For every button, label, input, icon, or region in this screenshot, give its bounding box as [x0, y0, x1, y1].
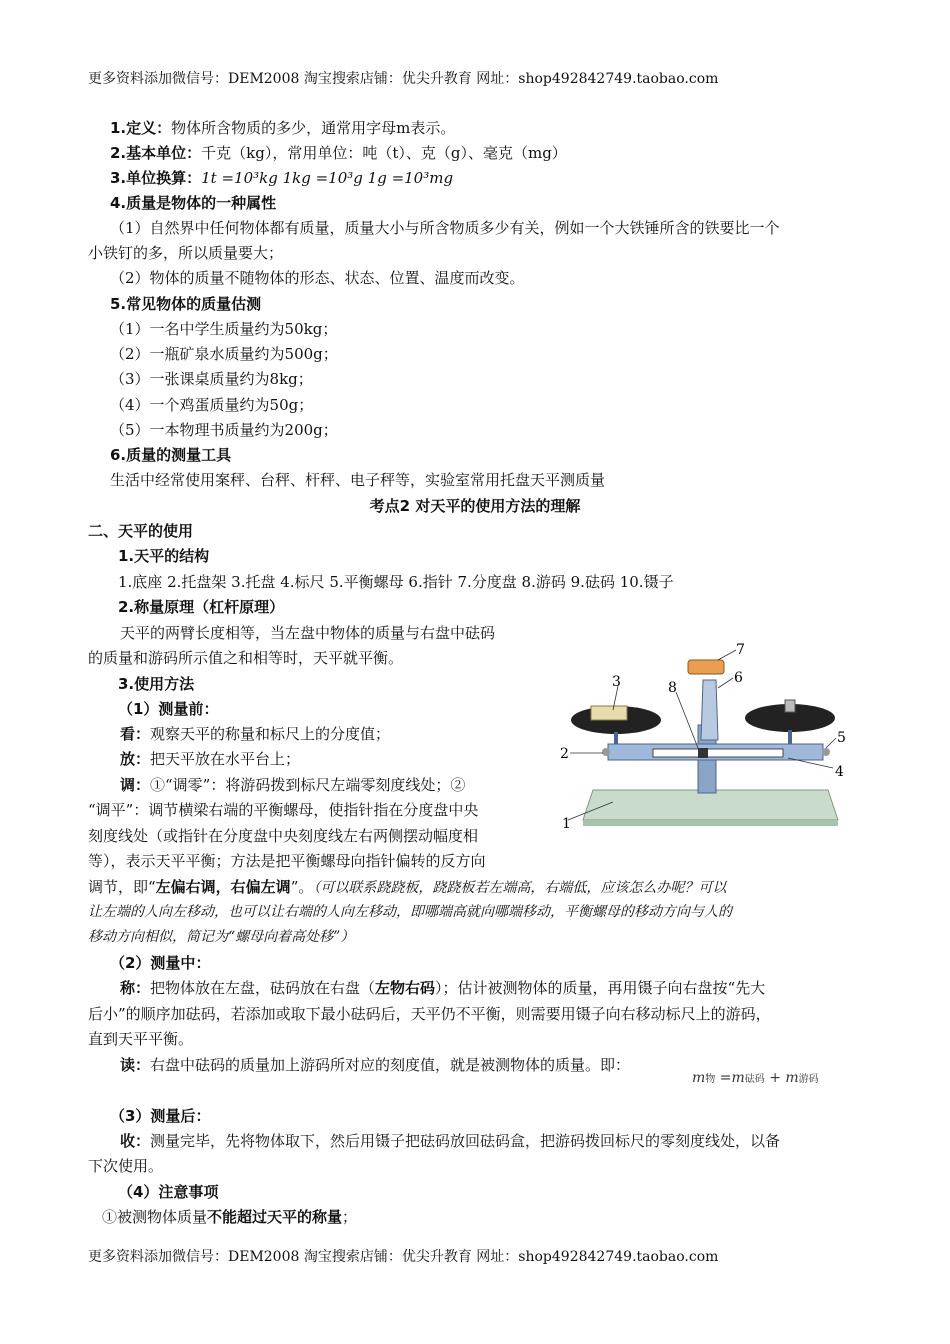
tool-title: 6.质量的测量工具: [110, 446, 232, 464]
kp2-title: 考点2 对天平的使用方法的理解: [369, 497, 581, 515]
estimate-item: （4）一个鸡蛋质量约为50g；: [110, 396, 314, 414]
look-line: 看：观察天平的称量和标尺上的分度值；: [120, 725, 391, 743]
usage-title: 3.使用方法: [118, 675, 195, 693]
property-1b: 小铁钉的多，所以质量要大；: [88, 244, 284, 262]
weigh-a: 称：把物体放在左盘，砝码放在右盘（左物右码）；估计被测物体的质量，再用镊子向右盘按“先大: [120, 979, 766, 997]
principle-title: 2.称量原理（杠杆原理）: [118, 598, 285, 616]
balance-figure: [558, 640, 858, 835]
balance-nut-right: [822, 748, 830, 756]
principle-b: 的质量和游码所示值之和相等时，天平就平衡。: [88, 649, 404, 667]
note-1: ①被测物体质量不能超过天平的称量；: [102, 1208, 358, 1226]
adjust-c: 刻度线处（或指针在分度盘中央刻度线左右两侧摆动幅度相: [88, 827, 479, 845]
tool-text: 生活中经常使用案秤、台秤、杆秤、电子秤等，实验室常用托盘天平测质量: [110, 471, 606, 489]
leader-line: [676, 692, 698, 748]
pointer: [701, 680, 718, 740]
page-footer: 更多资料添加微信号：DEM2008 淘宝搜索店铺：优尖升教育 网址：shop492842749.taobao.com: [88, 1249, 719, 1265]
figure-label: 8: [668, 680, 677, 696]
leader-line: [718, 650, 736, 660]
estimate-item: （3）一张课桌质量约为8kg；: [110, 370, 313, 388]
figure-label: 7: [736, 642, 745, 658]
collect-a: 收：测量完毕，先将物体取下，然后用镊子把砝码放回砝码盒，把游码拨回标尺的零刻度线处，以备: [120, 1132, 781, 1150]
figure-label: 2: [560, 746, 569, 762]
put-line: 放：把天平放在水平台上；: [120, 750, 301, 768]
before-title: （1）测量前：: [118, 700, 219, 718]
leader-line: [718, 678, 733, 688]
unit-line: 2.基本单位：千克（kg），常用单位：吨（t）、克（g）、毫克（mg）: [110, 144, 567, 162]
section2-title: 二、天平的使用: [88, 522, 194, 540]
balance-base: [583, 790, 838, 820]
leader-line: [826, 738, 836, 748]
read-line: 读：右盘中砝码的质量加上游码所对应的刻度值，就是被测物体的质量。即：: [120, 1056, 631, 1074]
notes-title: （4）注意事项: [118, 1183, 219, 1201]
during-title: （2）测量中：: [110, 954, 211, 972]
weigh-b: 后小”的顺序加砝码，若添加或取下最小砝码后，天平仍不平衡，则需要用镊子向右移动标尺上的游码，: [88, 1005, 771, 1023]
balance-ruler: [653, 749, 783, 757]
balance-nut-left: [602, 748, 610, 756]
estimate-item: （1）一名中学生质量约为50kg；: [110, 320, 338, 338]
collect-b: 下次使用。: [88, 1157, 164, 1175]
figure-label: 5: [837, 730, 846, 746]
after-title: （3）测量后：: [110, 1107, 211, 1125]
property-title: 4.质量是物体的一种属性: [110, 194, 277, 212]
structure-title: 1.天平的结构: [118, 547, 210, 565]
weigh-c: 直到天平平衡。: [88, 1030, 194, 1048]
balance-base-edge: [583, 820, 838, 826]
mass-formula: m物 =m砝码 + m游码: [692, 1070, 819, 1086]
page-header: 更多资料添加微信号：DEM2008 淘宝搜索店铺：优尖升教育 网址：shop492842749.taobao.com: [88, 71, 719, 87]
property-2: （2）物体的质量不随物体的形态、状态、位置、温度而改变。: [110, 269, 525, 287]
weight-piece: [785, 700, 795, 712]
rider: [698, 748, 708, 758]
adjust-f: 让左端的人向左移动，也可以让右端的人向左移动，即哪端高就向哪端移动，平衡螺母的移动方向与人的: [88, 904, 732, 920]
conversion-line: 3.单位换算：1t =10³kg 1kg =10³g 1g =10³mg: [110, 169, 454, 187]
dial-plate: [688, 660, 724, 674]
object-block: [591, 706, 627, 720]
structure-text: 1.底座 2.托盘架 3.托盘 4.标尺 5.平衡螺母 6.指针 7.分度盘 8.游码 9.砝码 10.镊子: [118, 573, 674, 591]
estimate-item: （5）一本物理书质量约为200g；: [110, 421, 338, 439]
estimate-item: （2）一瓶矿泉水质量约为500g；: [110, 345, 338, 363]
figure-label: 4: [835, 764, 844, 780]
definition-line: 1.定义：物体所含物质的多少，通常用字母m表示。: [110, 119, 456, 137]
adjust-g: 移动方向相似，简记为“螺母向着高处移”）: [88, 929, 355, 945]
principle-a: 天平的两臂长度相等，当左盘中物体的质量与右盘中砝码: [120, 624, 496, 642]
estimate-title: 5.常见物体的质量估测: [110, 295, 262, 313]
property-1a: （1）自然界中任何物体都有质量，质量大小与所含物质多少有关，例如一个大铁锤所含的铁要比一个: [110, 219, 780, 237]
adjust-e: 调节，即“左偏右调，右偏左调”。（可以联系跷跷板，跷跷板若左端高，右端低，应该怎么办呢？可以: [88, 878, 727, 896]
adjust-a: 调：①“调零”：将游码拨到标尺左端零刻度线处；②: [120, 776, 466, 794]
adjust-b: “调平”：调节横梁右端的平衡螺母，使指针指在分度盘中央: [88, 801, 479, 819]
adjust-d: 等），表示天平平衡；方法是把平衡螺母向指针偏转的反方向: [88, 852, 486, 870]
figure-label: 3: [612, 674, 621, 690]
figure-label: 1: [562, 816, 571, 832]
figure-label: 6: [734, 670, 743, 686]
